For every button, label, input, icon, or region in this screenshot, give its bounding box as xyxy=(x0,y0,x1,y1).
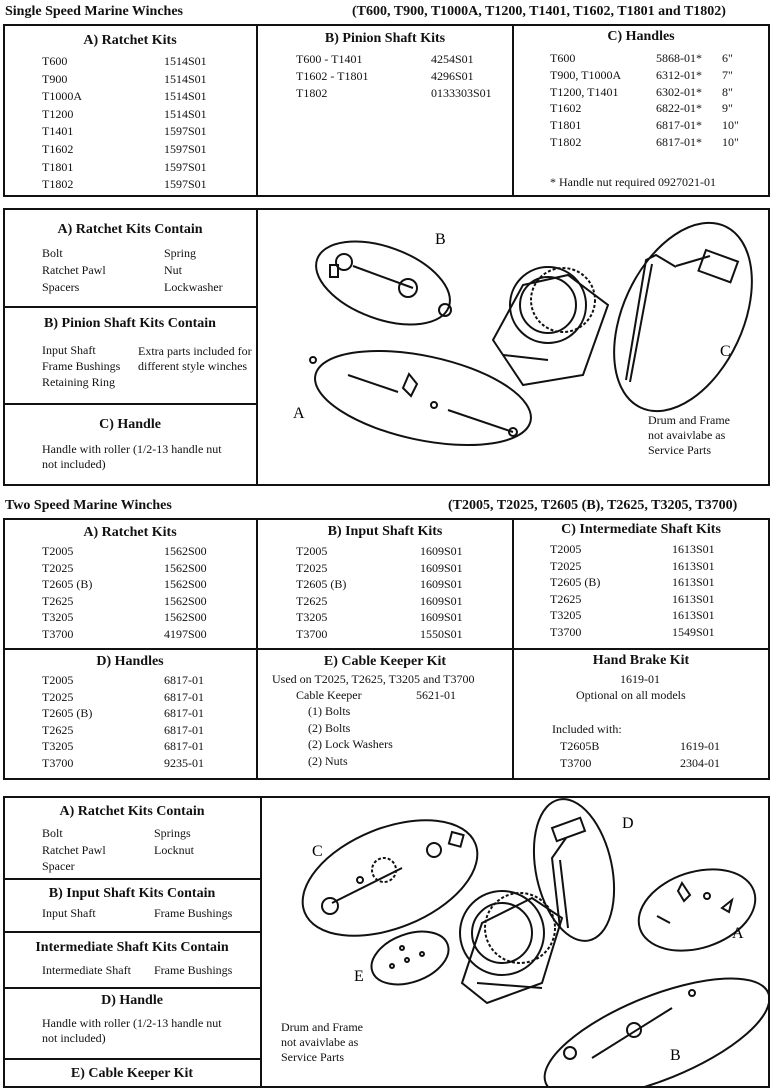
two-input-row-cell: 1609S01 xyxy=(420,610,463,625)
handle-nut-note: * Handle nut required 0927021-01 xyxy=(550,175,716,189)
two-handles-row-cell: 6817-01 xyxy=(164,706,204,721)
two-cable-heading: E) Cable Keeper Kit xyxy=(323,654,447,669)
two-brake-included-label: Included with: xyxy=(552,722,622,736)
two-label-d: D xyxy=(622,815,634,832)
intermediate-kit-oval xyxy=(286,798,494,959)
input-contain-item-1: Input Shaft xyxy=(42,906,96,920)
two-ratchet-row-cell: T2005 xyxy=(42,544,74,558)
single-handles-row-cell: 6822-01* xyxy=(656,101,702,116)
two-handles-row-cell: 6817-01 xyxy=(164,722,204,737)
two-intermediate-row-cell: T2005 xyxy=(550,542,582,556)
single-handles-row-cell: 9" xyxy=(722,101,733,116)
single-label-b: B xyxy=(435,231,446,248)
single-pinion-contain-heading: B) Pinion Shaft Kits Contain xyxy=(44,316,216,331)
two-intermediate-row-cell: 1613S01 xyxy=(672,575,715,590)
two-brake-row-cell: 1619-01 xyxy=(680,739,720,753)
single-handles-row-cell: 5868-01* xyxy=(656,51,702,65)
two-intermediate-row-cell: T2025 xyxy=(550,558,582,573)
two-brake-heading: Hand Brake Kit xyxy=(592,653,690,668)
two-ratchet-row-cell: 1562S00 xyxy=(164,560,207,575)
two-input-row-cell: 1609S01 xyxy=(420,577,463,592)
single-pinion-row-cell: 0133303S01 xyxy=(431,86,492,100)
two-speed-models: (T2005, T2025, T2605 (B), T2625, T3205, T3700) xyxy=(448,498,738,513)
two-input-row-cell: T3700 xyxy=(296,627,328,641)
two-ratchet-row-cell: 1562S00 xyxy=(164,593,207,608)
two-handles-row-cell: T2005 xyxy=(42,673,74,687)
single-speed-title: Single Speed Marine Winches xyxy=(5,4,184,19)
two-handles-row-cell: 6817-01 xyxy=(164,689,204,704)
ratchet-kit-oval-two xyxy=(628,855,766,964)
single-ratchet-row-cell: 1514S01 xyxy=(164,89,207,104)
single-drum-note: Drum and Frame not avaivlabe as Service Parts xyxy=(648,413,730,457)
two-input-row-cell: 1609S01 xyxy=(420,593,463,608)
single-pinion-row-cell: T1602 - T1801 xyxy=(296,69,369,83)
single-handles-heading: C) Handles xyxy=(607,29,675,44)
cable-keeper-label: Cable Keeper xyxy=(296,688,362,702)
single-handles-row-cell: T1200, T1401 xyxy=(550,84,619,99)
two-ratchet-row-cell: 4197S00 xyxy=(164,627,207,641)
two-ratchet-row-cell: T3205 xyxy=(42,610,74,625)
two-label-c: C xyxy=(312,843,323,860)
single-ratchet-contain-item-cell: Spacers xyxy=(42,280,80,294)
single-ratchet-row-cell: T1401 xyxy=(42,124,74,139)
two-intermediate-row-cell: 1613S01 xyxy=(672,608,715,623)
two-brake-part: 1619-01 xyxy=(620,672,660,686)
inter-contain-item-1: Intermediate Shaft xyxy=(42,963,131,977)
two-intermediate-row-cell: 1613S01 xyxy=(672,542,715,556)
ratchet-kit-oval xyxy=(307,334,540,462)
single-ratchet-row-cell: T900 xyxy=(42,71,68,86)
single-pinion-row-cell: T1802 xyxy=(296,86,328,100)
single-handles-row-cell: T900, T1000A xyxy=(550,67,622,82)
two-ratchet-heading: A) Ratchet Kits xyxy=(83,525,177,540)
single-handles-row-cell: 7" xyxy=(722,67,733,82)
single-ratchet-contain-item-cell: Ratchet Pawl xyxy=(42,263,106,277)
single-ratchet-row-cell: T1801 xyxy=(42,159,74,174)
two-input-contain-heading: B) Input Shaft Kits Contain xyxy=(48,886,216,901)
input-contain-item-2: Frame Bushings xyxy=(154,906,233,920)
single-ratchet-row-cell: 1514S01 xyxy=(164,106,207,121)
two-input-row-cell: T2605 (B) xyxy=(296,577,347,592)
single-speed-kits-table xyxy=(3,24,770,197)
two-intermediate-heading: C) Intermediate Shaft Kits xyxy=(561,522,721,537)
two-handles-row-cell: 6817-01 xyxy=(164,673,204,687)
single-handles-row-cell: 6817-01* xyxy=(656,118,702,133)
single-ratchet-row-cell: 1597S01 xyxy=(164,124,207,139)
single-pinion-extra: Extra parts included for different style winches xyxy=(138,344,252,373)
two-intermediate-row-cell: 1613S01 xyxy=(672,591,715,606)
single-ratchet-contain-item-cell: Nut xyxy=(164,263,182,277)
single-handle-text: Handle with roller (1/2-13 handle nut not included) xyxy=(42,442,222,471)
single-speed-models: (T600, T900, T1000A, T1200, T1401, T1602, T1801 and T1802) xyxy=(352,4,726,19)
two-handles-row-cell: T2625 xyxy=(42,722,74,737)
two-cable-item: (2) Nuts xyxy=(308,753,348,768)
two-ratchet-row-cell: T3700 xyxy=(42,627,74,641)
single-handles-row-cell: T1802 xyxy=(550,135,582,149)
handle-oval xyxy=(586,210,768,433)
single-label-a: A xyxy=(293,405,305,422)
two-handles-row-cell: 6817-01 xyxy=(164,739,204,754)
two-input-row-cell: 1550S01 xyxy=(420,627,463,641)
two-label-e: E xyxy=(354,968,364,985)
two-input-row-cell: 1609S01 xyxy=(420,560,463,575)
single-handles-row-cell: T1801 xyxy=(550,118,582,133)
two-cable-item: (2) Lock Washers xyxy=(308,737,393,752)
single-handles-row-cell: 8" xyxy=(722,84,733,99)
two-brake-row-cell: 2304-01 xyxy=(680,756,720,770)
two-intermediate-row-cell: 1613S01 xyxy=(672,558,715,573)
two-ratchet-row-cell: 1562S00 xyxy=(164,577,207,592)
two-handles-row-cell: T2605 (B) xyxy=(42,706,93,721)
two-handles-row-cell: T3700 xyxy=(42,756,74,770)
two-ratchet-contain-item-cell: Spacer xyxy=(42,859,75,873)
single-pinion-row-cell: 4296S01 xyxy=(431,69,474,83)
two-ratchet-row-cell: T2605 (B) xyxy=(42,577,93,592)
single-handles-row-cell: 10" xyxy=(722,118,739,133)
two-input-row-cell: 1609S01 xyxy=(420,544,463,558)
two-handle-text: Handle with roller (1/2-13 handle nut not included) xyxy=(42,1016,222,1045)
single-ratchet-contain-item-cell: Spring xyxy=(164,246,197,260)
single-handles-row-cell: T600 xyxy=(550,51,576,65)
two-handles-heading: D) Handles xyxy=(96,654,164,669)
single-handles-row-cell: 6" xyxy=(722,51,733,65)
single-ratchet-row-cell: T1802 xyxy=(42,177,74,192)
single-ratchet-row-cell: 1597S01 xyxy=(164,159,207,174)
single-pinion-row-cell: T600 - T1401 xyxy=(296,52,363,66)
two-handles-row-cell: T3205 xyxy=(42,739,74,754)
two-ratchet-row-cell: T2625 xyxy=(42,593,74,608)
two-brake-row-cell: T2605B xyxy=(560,739,600,753)
single-ratchet-row-cell: 1514S01 xyxy=(164,54,207,68)
two-cable-used-on: Used on T2025, T2625, T3205 and T3700 xyxy=(272,672,475,686)
single-handle-heading: C) Handle xyxy=(99,417,161,432)
two-input-row-cell: T2625 xyxy=(296,593,328,608)
single-pinion-contain-item: Retaining Ring xyxy=(42,375,115,389)
two-intermediate-row-cell: T3700 xyxy=(550,625,582,639)
single-ratchet-row-cell: T600 xyxy=(42,54,68,68)
single-ratchet-contain-item-cell: Bolt xyxy=(42,246,63,260)
single-pinion-heading: B) Pinion Shaft Kits xyxy=(324,31,446,46)
two-ratchet-row-cell: 1562S00 xyxy=(164,610,207,625)
two-label-b: B xyxy=(670,1047,681,1064)
two-ratchet-contain-item-cell: Springs xyxy=(154,826,191,840)
two-handles-row-cell: T2025 xyxy=(42,689,74,704)
single-handles-row-cell: T1602 xyxy=(550,101,582,116)
two-ratchet-contain-item-cell: Ratchet Pawl xyxy=(42,842,106,857)
two-ratchet-contain-item-cell: Locknut xyxy=(154,842,194,857)
single-pinion-contain-item: Input Shaft xyxy=(42,343,96,357)
two-drum-note: Drum and Frame not avaivlabe as Service Parts xyxy=(281,1020,363,1064)
two-cable-contain-heading: E) Cable Keeper Kit xyxy=(70,1066,194,1081)
two-ratchet-row-cell: T2025 xyxy=(42,560,74,575)
two-brake-row-cell: T3700 xyxy=(560,756,592,770)
single-ratchet-row-cell: T1602 xyxy=(42,142,74,156)
two-inter-contain-heading: Intermediate Shaft Kits Contain xyxy=(35,940,229,955)
two-intermediate-row-cell: T2605 (B) xyxy=(550,575,601,590)
single-handles-row-cell: 6817-01* xyxy=(656,135,702,149)
two-handles-row-cell: 9235-01 xyxy=(164,756,204,770)
input-kit-oval xyxy=(530,954,768,1086)
two-intermediate-row-cell: T3205 xyxy=(550,608,582,623)
two-ratchet-contain-heading: A) Ratchet Kits Contain xyxy=(59,804,205,819)
single-ratchet-heading: A) Ratchet Kits xyxy=(83,33,177,48)
two-intermediate-row-cell: T2625 xyxy=(550,591,582,606)
two-input-row-cell: T2025 xyxy=(296,560,328,575)
single-ratchet-row-cell: T1000A xyxy=(42,89,82,104)
single-ratchet-row-cell: 1597S01 xyxy=(164,177,207,192)
two-handle-heading: D) Handle xyxy=(101,993,163,1008)
two-brake-optional: Optional on all models xyxy=(576,688,686,702)
single-ratchet-contain-heading: A) Ratchet Kits Contain xyxy=(57,222,203,237)
two-cable-item: (1) Bolts xyxy=(308,704,351,718)
two-label-a: A xyxy=(732,925,744,942)
single-ratchet-row-cell: T1200 xyxy=(42,106,74,121)
two-ratchet-row-cell: 1562S00 xyxy=(164,544,207,558)
single-pinion-row-cell: 4254S01 xyxy=(431,52,474,66)
two-ratchet-contain-item-cell: Bolt xyxy=(42,826,63,840)
single-ratchet-row-cell: 1597S01 xyxy=(164,142,207,156)
two-speed-title: Two Speed Marine Winches xyxy=(5,498,172,513)
single-handles-row-cell: 6312-01* xyxy=(656,67,702,82)
cable-keeper-number: 5621-01 xyxy=(416,688,456,702)
two-input-row-cell: T3205 xyxy=(296,610,328,625)
single-handles-row-cell: 10" xyxy=(722,135,739,149)
single-label-c: C xyxy=(720,343,731,360)
single-handles-row-cell: 6302-01* xyxy=(656,84,702,99)
single-ratchet-row-cell: 1514S01 xyxy=(164,71,207,86)
two-cable-item: (2) Bolts xyxy=(308,720,351,735)
two-input-heading: B) Input Shaft Kits xyxy=(327,524,443,539)
two-intermediate-row-cell: 1549S01 xyxy=(672,625,715,639)
single-pinion-contain-item: Frame Bushings xyxy=(42,359,121,373)
inter-contain-item-2: Frame Bushings xyxy=(154,963,233,977)
single-ratchet-contain-item-cell: Lockwasher xyxy=(164,280,223,294)
two-input-row-cell: T2005 xyxy=(296,544,328,558)
